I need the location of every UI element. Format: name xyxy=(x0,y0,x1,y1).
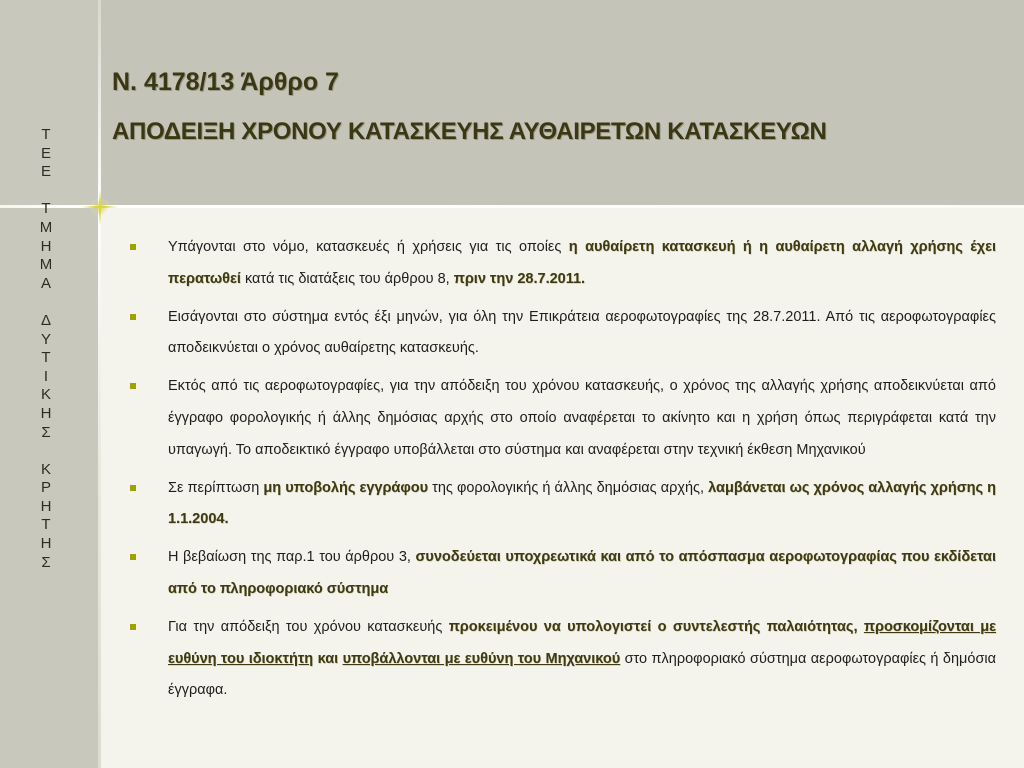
sidebar-letter: Κ xyxy=(40,386,51,404)
sidebar-letter: Τ xyxy=(41,516,51,534)
bullet-marker-icon xyxy=(130,314,136,320)
sidebar-letter: Ι xyxy=(43,367,49,385)
bullet-marker-icon xyxy=(130,244,136,250)
bullet-text: Εισάγονται στο σύστημα εντός έξι μηνών, για όλη την Επικράτεια αεροφωτογραφίες της 28.7.2011. Από τις αεροφωτογραφίες αποδεικνύεται ο χρόνος αυθαίρετης κατασκευής. xyxy=(168,308,996,357)
vertical-organization-label xyxy=(28,126,64,572)
sidebar-letter xyxy=(28,293,64,312)
sidebar-letter: Σ xyxy=(41,423,51,441)
bullet-marker-icon xyxy=(130,383,136,389)
sidebar-letter: Α xyxy=(40,274,51,292)
sidebar-letter: Ε xyxy=(40,163,51,181)
bullet-text: στο πληροφοριακό σύστημα αεροφωτογραφίες ή δημόσια έγγραφα. xyxy=(168,650,997,699)
sidebar-letter xyxy=(28,182,64,201)
sidebar-letter: Κ xyxy=(40,460,51,478)
sidebar-letter: Δ xyxy=(40,311,52,329)
bullet-marker-icon xyxy=(130,624,136,630)
bullet-text: Υπάγονται στο νόμο, κατασκευές ή χρήσεις για τις οποίες xyxy=(168,239,569,255)
sidebar-letter: Η xyxy=(40,497,52,515)
sidebar-letter: Ε xyxy=(40,144,51,162)
sidebar-letter: Σ xyxy=(41,553,51,571)
sparkle-icon xyxy=(80,188,120,228)
bullet-text: κατά τις διατάξεις του άρθρου 8, xyxy=(240,270,454,287)
highlighted-text: συνοδεύεται υποχρεωτικά και από το απόσπασμα αεροφωτογραφίας που εκδίδεται από το πληροφοριακό σύστημα xyxy=(168,549,996,597)
bullet-marker-icon xyxy=(130,554,136,560)
bullet-marker-icon xyxy=(130,485,136,491)
sidebar-letter: Μ xyxy=(39,256,53,274)
sidebar-letter: Η xyxy=(40,237,52,255)
bullet-item xyxy=(128,612,996,707)
highlighted-text: πριν την 28.7.2011. xyxy=(453,270,586,287)
bullet-item xyxy=(128,473,996,537)
title-band xyxy=(98,0,1024,205)
highlighted-text: η αυθαίρετη κατασκευή ή η αυθαίρετη αλλαγή χρήσης έχει περατωθεί xyxy=(168,239,996,287)
bullet-item xyxy=(128,302,996,366)
highlighted-text: προσκομίζονται με ευθύνη του ιδιοκτήτη xyxy=(168,618,997,667)
highlighted-text: υποβάλλονται με ευθύνη του Μηχανικού xyxy=(342,650,621,667)
bullet-text: της φορολογικής ή άλλης δημόσιας αρχής, xyxy=(428,479,709,496)
highlighted-text: μη υποβολής εγγράφου xyxy=(263,479,429,496)
bullet-item xyxy=(128,371,996,466)
sidebar-letter: Υ xyxy=(40,330,51,348)
bullet-text: Για την απόδειξη του χρόνου κατασκευής xyxy=(168,618,449,635)
bullet-item xyxy=(128,232,996,296)
bullet-text: Η βεβαίωση της παρ.1 του άρθρου 3, xyxy=(168,549,416,566)
highlighted-text: λαμβάνεται ως χρόνος αλλαγής χρήσης η 1.1.2004. xyxy=(168,479,996,528)
sidebar-letter: Η xyxy=(40,535,52,553)
sidebar-letter: Τ xyxy=(41,200,51,218)
sidebar-letter: Ρ xyxy=(40,479,51,497)
bullet-item xyxy=(128,542,996,606)
sidebar-letter: Τ xyxy=(41,349,51,367)
sidebar-letter: Τ xyxy=(41,126,51,143)
horizontal-divider xyxy=(0,205,1024,208)
slide-subtitle: ΑΠΟΔΕΙΞΗ ΧΡΟΝΟΥ ΚΑΤΑΣΚΕΥΗΣ ΑΥΘΑΙΡΕΤΩΝ ΚΑΤΑΣΚΕΥΩΝ xyxy=(112,118,827,145)
highlighted-text: και xyxy=(317,650,339,667)
sidebar-letter: Μ xyxy=(39,218,53,236)
bullet-text: Εκτός από τις αεροφωτογραφίες, για την απόδειξη του χρόνου κατασκευής, ο χρόνος της αλλαγής χρήσης αποδεικνύεται από έγγραφο φορολογικής ή άλλης δημόσιας αρχής στο οποίο αναφέρεται το ακίνητο και η χρήση όπως περιγράφεται κατά την υπαγωγή. Το αποδεικτικό έγγραφο υποβάλλεται στο σύστημα και αναφέρεται στην τεχνική έκθεση Μηχανικού xyxy=(168,378,996,458)
bullet-text: Σε περίπτωση xyxy=(168,479,264,496)
sidebar-letter xyxy=(28,442,64,461)
highlighted-text: προκειμένου να υπολογιστεί ο συντελεστής παλαιότητας, xyxy=(448,618,858,635)
sidebar-letter: Η xyxy=(40,404,52,422)
vertical-divider xyxy=(98,0,101,768)
bullet-list xyxy=(128,232,996,713)
slide-title: Ν. 4178/13 Άρθρο 7 xyxy=(112,68,339,96)
